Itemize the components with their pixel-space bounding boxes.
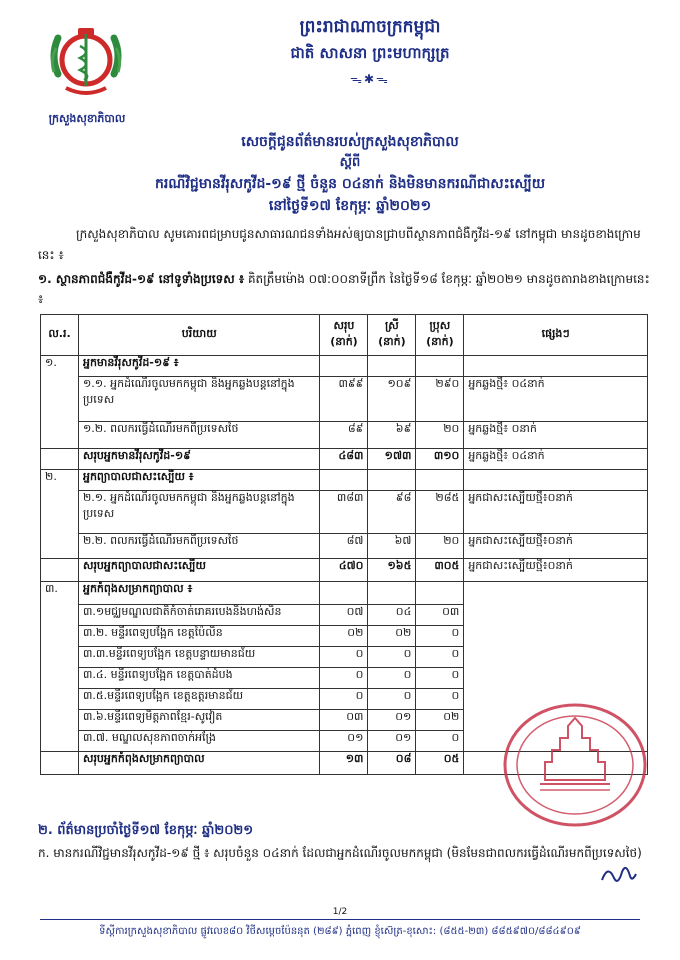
row-female: ០ — [368, 668, 416, 689]
table-row — [41, 491, 648, 534]
table-row — [41, 422, 648, 449]
table-row — [41, 377, 648, 422]
row-female: ០២ — [368, 626, 416, 647]
empty-cell — [41, 752, 79, 775]
total-description: សរុបអ្នកកំពុងសម្រាកព្យាបាល — [78, 752, 320, 775]
row-total: ០៧ — [320, 605, 368, 626]
table-total-row — [41, 449, 648, 470]
row-total: ៣៩៩ — [320, 377, 368, 422]
official-stamp-icon — [500, 700, 650, 830]
row-description: ៣.៣.មន្ទីរពេទ្យបង្អែក ខេត្តបន្ទាយមានជ័យ — [78, 647, 320, 668]
total-description: សរុបអ្នកមានវីរុសកូវីដ-១៩ — [78, 449, 320, 470]
empty-cell — [416, 356, 464, 377]
row-female: ០១ — [368, 731, 416, 752]
section1-text: គិតត្រឹមម៉ោង ០៧:០០នាទីព្រឹក នៃថ្ងៃទី១៨ ខែកុម្ភៈ ឆ្នាំ២០២១ មានដូចតារាងខាងក្រោមនេះ ៖ — [38, 272, 650, 306]
row-male: ២០ — [416, 422, 464, 449]
row-female: ០១ — [368, 710, 416, 731]
page-number: 1/2 — [332, 907, 348, 917]
document-subtitle-about: ស្តីពី — [339, 155, 361, 170]
header-no: ល.រ. — [41, 315, 79, 356]
row-male: ០ — [416, 668, 464, 689]
empty-cell — [416, 470, 464, 491]
empty-cell — [320, 356, 368, 377]
group-number: ៣. — [41, 582, 79, 752]
section2-paragraph: ក. មានករណីវិជ្ជមានវីរុសកូវីដ-១៩ ថ្មី ៖ សរុបចំនួន ០៤នាក់ ដែលជាអ្នកដំណើរចូលមកកម្ពុជា (មិនមែនជាពលករធ្វើដំណើរមកពីប្រទេសថៃ) — [38, 846, 642, 860]
row-description: ៣.៥.មន្ទីរពេទ្យបង្អែក ខេត្តឧត្តរមានជ័យ — [78, 689, 320, 710]
national-motto: ជាតិ សាសនា ព្រះមហាក្សត្រ — [290, 44, 450, 62]
total-female: ១៧៣ — [368, 449, 416, 470]
empty-cell — [320, 470, 368, 491]
total-female: ១៦៥ — [368, 559, 416, 582]
ministry-label: ក្រសួងសុខាភិបាល — [48, 112, 126, 125]
section2-heading: ២. ព័ត៌មានប្រចាំថ្ងៃទី១៧ ខែកុម្ភៈ ឆ្នាំ២០២១ — [38, 823, 254, 838]
row-male: ០ — [416, 731, 464, 752]
total-female: ០៨ — [368, 752, 416, 775]
row-male: ០ — [416, 626, 464, 647]
row-total: ០ — [320, 668, 368, 689]
empty-cell — [41, 449, 79, 470]
row-female: ០ — [368, 647, 416, 668]
total-male: ៣១០ — [416, 449, 464, 470]
empty-cell — [368, 582, 416, 605]
footer-address: ទីស្តីការក្រសួងសុខាភិបាល ផ្លូវលេខ៨០ វិថីសម្តេចប៉ែននុត (២៨៩) ភ្នំពេញ ខ្ញុំស៊េត្រ-ខុសោះ: (៨៥៥-២៣) ៨៨៥៩៧០/៨៨៤៩០៩ — [99, 926, 581, 937]
total-male: ៣០៥ — [416, 559, 464, 582]
footer-divider — [40, 919, 640, 920]
row-total: ៨៧ — [320, 534, 368, 559]
row-male: ០៣ — [416, 605, 464, 626]
row-total: ០១ — [320, 731, 368, 752]
row-male: ២៨៥ — [416, 491, 464, 534]
empty-cell — [41, 559, 79, 582]
row-total: ០២ — [320, 626, 368, 647]
group-title — [78, 582, 320, 605]
row-description: ១.២. ពលករធ្វើដំណើរមកពីប្រទេសថៃ — [78, 422, 320, 449]
ornament-divider: ᯓ✱ᯓ — [350, 72, 390, 86]
row-other: អ្នកឆ្លងថ្មី៖ ០៤នាក់ — [464, 377, 648, 422]
intro-paragraph: ក្រសួងសុខាភិបាល សូមគោរពជម្រាបជូនសាធារណជនទាំងអស់ឲ្យបានជ្រាបពីស្ថានភាពជំងឺកូវីដ-១៩ នៅកម្ពុជា មានដូចខាងក្រោមនេះ ៖ — [38, 227, 641, 262]
total-description: សរុបអ្នកព្យាបាលជាសះស្បើយ — [78, 559, 320, 582]
group-number: ២. — [41, 470, 79, 559]
header-description: បរិយាយ — [78, 315, 320, 356]
row-male: ២៩០ — [416, 377, 464, 422]
group-title-text: អ្នកមានវីរុសកូវីដ-១៩ ៖ — [82, 356, 179, 369]
row-other: អ្នកជាសះស្បើយថ្មី៖០នាក់ — [464, 534, 648, 559]
total-total: ១៣ — [320, 752, 368, 775]
row-female: ៦៩ — [368, 422, 416, 449]
row-description: ១.១. អ្នកដំណើរចូលមកកម្ពុជា និងអ្នកឆ្លងបន្តនៅក្នុងប្រទេស — [78, 377, 320, 422]
row-female: ៦៧ — [368, 534, 416, 559]
row-total: ០៣ — [320, 710, 368, 731]
row-total: ០ — [320, 689, 368, 710]
table-row — [41, 470, 648, 491]
row-description: ២.២. ពលករធ្វើដំណើរមកពីប្រទេសថៃ — [78, 534, 320, 559]
ministry-logo — [40, 12, 132, 104]
header-other: ផ្សេងៗ — [464, 315, 648, 356]
document-subject: ករណីវិជ្ជមានវីរុសកូវីដ-១៩ ថ្មី ចំនួន ០៤នាក់ និងមិនមានករណីជាសះស្បើយ — [154, 176, 546, 192]
header-total: សរុប (នាក់) — [320, 315, 368, 356]
empty-cell — [368, 356, 416, 377]
total-total: ៤៨៣ — [320, 449, 368, 470]
row-description: ៣.៧. មណ្ឌលសុខភាពចាក់អង្រែ — [78, 731, 320, 752]
group-title-text: អ្នកកំពុងសម្រាកព្យាបាល ៖ — [82, 582, 193, 595]
row-total: ៣៨៣ — [320, 491, 368, 534]
group-title — [78, 470, 320, 491]
group-title — [78, 356, 320, 377]
row-description: ៣.១មជ្ឈមណ្ឌលជាតិកំចាត់រោគរបេងនិងហង់សិន — [78, 605, 320, 626]
row-description: ៣.៦.មន្ទីរពេទ្យមិត្តភាពខ្មែរ-សូវៀត — [78, 710, 320, 731]
row-female: ០៤ — [368, 605, 416, 626]
row-description: ៣.៤. មន្ទីរពេទ្យបង្អែក ខេត្តបាត់ដំបង — [78, 668, 320, 689]
table-total-row — [41, 559, 648, 582]
document-title: សេចក្តីជូនព័ត៌មានរបស់ក្រសួងសុខាភិបាល — [241, 134, 459, 150]
row-other: អ្នកឆ្លងថ្មី៖ ០នាក់ — [464, 422, 648, 449]
row-male: ០ — [416, 689, 464, 710]
empty-cell — [464, 470, 648, 491]
row-total: ០ — [320, 647, 368, 668]
table-row — [41, 356, 648, 377]
row-description: ៣.២. មន្ទីរពេទ្យបង្អែក ខេត្តប៉ៃលិន — [78, 626, 320, 647]
signature-icon — [598, 860, 638, 888]
section1-paragraph — [38, 269, 650, 309]
table-header-row — [41, 315, 648, 356]
group-number: ១. — [41, 356, 79, 449]
empty-cell — [416, 582, 464, 605]
row-other: អ្នកជាសះស្បើយថ្មី៖០នាក់ — [464, 491, 648, 534]
row-description: ២.១. អ្នកដំណើរចូលមកកម្ពុជា និងអ្នកឆ្លងបន្តនៅក្នុងប្រទេស — [78, 491, 320, 534]
total-total: ៤៧០ — [320, 559, 368, 582]
section1-heading: ១. ស្ថានភាពជំងឺកូវីដ-១៩ នៅទូទាំងប្រទេស ៖ — [38, 272, 245, 286]
row-male: ២០ — [416, 534, 464, 559]
header-male: ប្រុស (នាក់) — [416, 315, 464, 356]
row-male: ០ — [416, 647, 464, 668]
document-date: នៅថ្ងៃទី១៧ ខែកុម្ភៈ ឆ្នាំ២០២១ — [268, 198, 432, 214]
row-female: ៩៨ — [368, 491, 416, 534]
row-female: ០ — [368, 689, 416, 710]
empty-cell — [464, 356, 648, 377]
row-total: ៨៩ — [320, 422, 368, 449]
row-female: ១០៩ — [368, 377, 416, 422]
table-row — [41, 582, 648, 605]
row-male: ០២ — [416, 710, 464, 731]
total-other: អ្នកជាសះស្បើយថ្មី៖០នាក់ — [464, 559, 648, 582]
empty-cell — [368, 470, 416, 491]
group-title-text: អ្នកព្យាបាលជាសះស្បើយ ៖ — [82, 470, 194, 483]
table-row — [41, 534, 648, 559]
total-other: អ្នកឆ្លងថ្មី៖ ០៤នាក់ — [464, 449, 648, 470]
empty-cell — [320, 582, 368, 605]
header-female: ស្រី (នាក់) — [368, 315, 416, 356]
kingdom-title: ព្រះរាជាណាចក្រកម្ពុជា — [299, 17, 441, 37]
total-male: ០៥ — [416, 752, 464, 775]
